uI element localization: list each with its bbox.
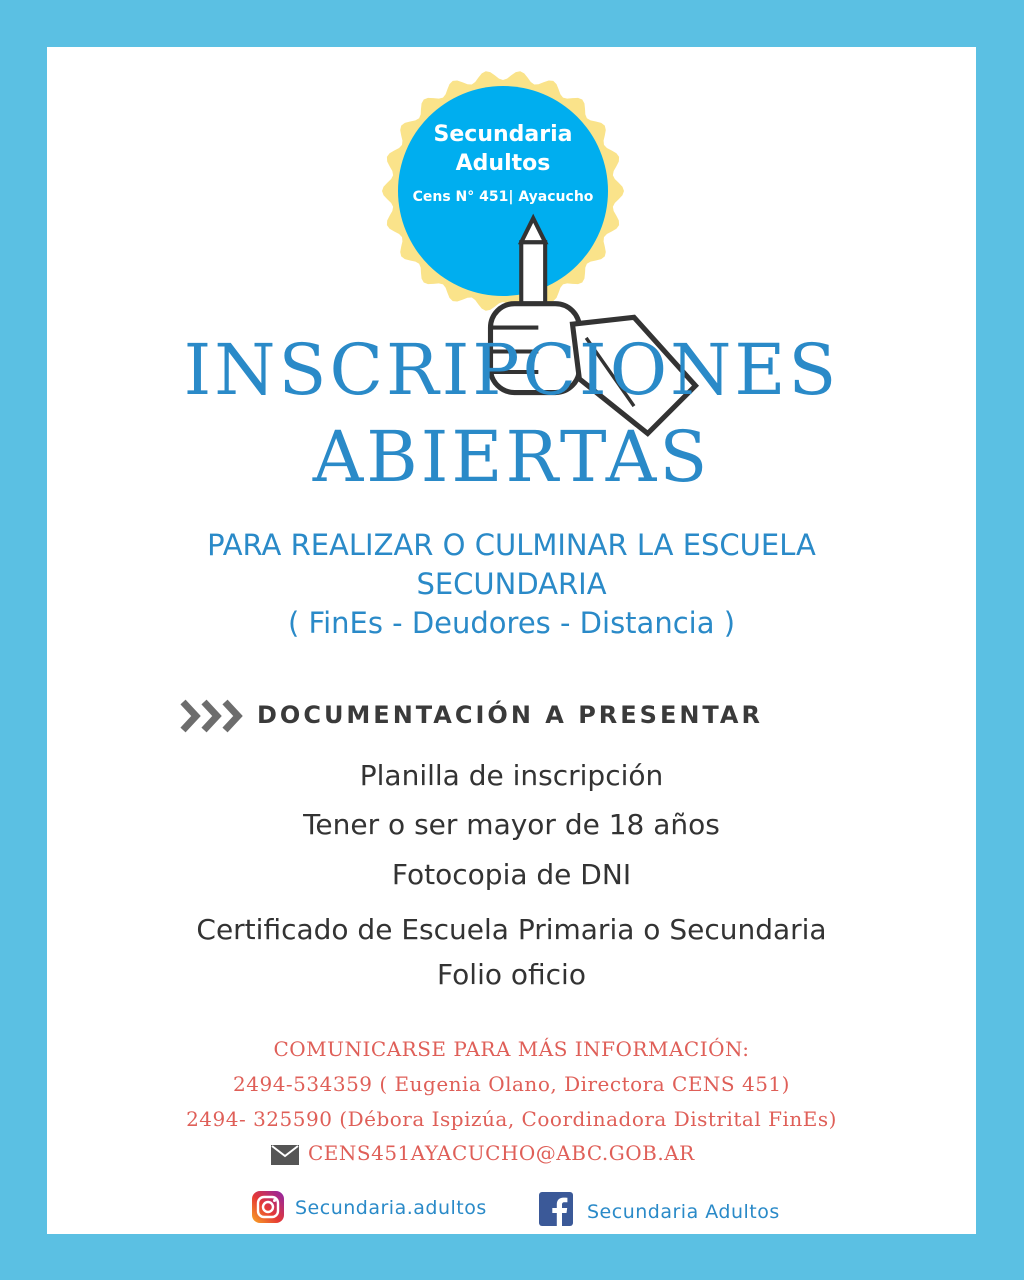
subheadline-line1: PARA REALIZAR O CULMINAR LA ESCUELA xyxy=(207,528,816,562)
facebook-icon xyxy=(539,1192,573,1226)
school-badge xyxy=(380,68,626,314)
requirement-item: Folio oficio xyxy=(437,958,586,991)
instagram-handle[interactable]: Secundaria.adultos xyxy=(295,1197,487,1219)
badge-title-line2: Adultos xyxy=(455,151,551,176)
contact-phone-director[interactable]: 2494-534359 ( Eugenia Olano, Directora CENS 451) xyxy=(233,1072,790,1096)
triple-chevron-icon xyxy=(180,698,246,734)
requirement-item: Certificado de Escuela Primaria o Secundaria xyxy=(196,913,827,946)
subheadline-programs: ( FinEs - Deudores - Distancia ) xyxy=(287,606,736,640)
contact-phone-coordinator[interactable]: 2494- 325590 (Débora Ispizúa, Coordinadora Distrital FinEs) xyxy=(186,1107,837,1131)
instagram-icon xyxy=(252,1191,284,1223)
requirement-item: Planilla de inscripción xyxy=(359,759,664,792)
badge-title-line1: Secundaria xyxy=(433,122,573,147)
headline-line2: ABIERTAS xyxy=(312,416,711,498)
requirement-item: Fotocopia de DNI xyxy=(391,858,632,891)
contact-email[interactable]: CENS451AYACUCHO@ABC.GOB.AR xyxy=(308,1141,695,1165)
headline-line1: INSCRIPCIONES xyxy=(183,329,840,411)
envelope-icon xyxy=(271,1145,299,1165)
facebook-page-name[interactable]: Secundaria Adultos xyxy=(587,1201,780,1223)
contact-heading: COMUNICARSE PARA MÁS INFORMACIÓN: xyxy=(273,1037,750,1061)
subheadline-line2: SECUNDARIA xyxy=(416,567,607,601)
flyer-card xyxy=(47,47,976,1234)
badge-school-name: Cens N° 451| Ayacucho xyxy=(412,189,594,205)
documentation-heading-label: DOCUMENTACIÓN A PRESENTAR xyxy=(257,701,763,729)
requirement-item: Tener o ser mayor de 18 años xyxy=(303,808,720,841)
